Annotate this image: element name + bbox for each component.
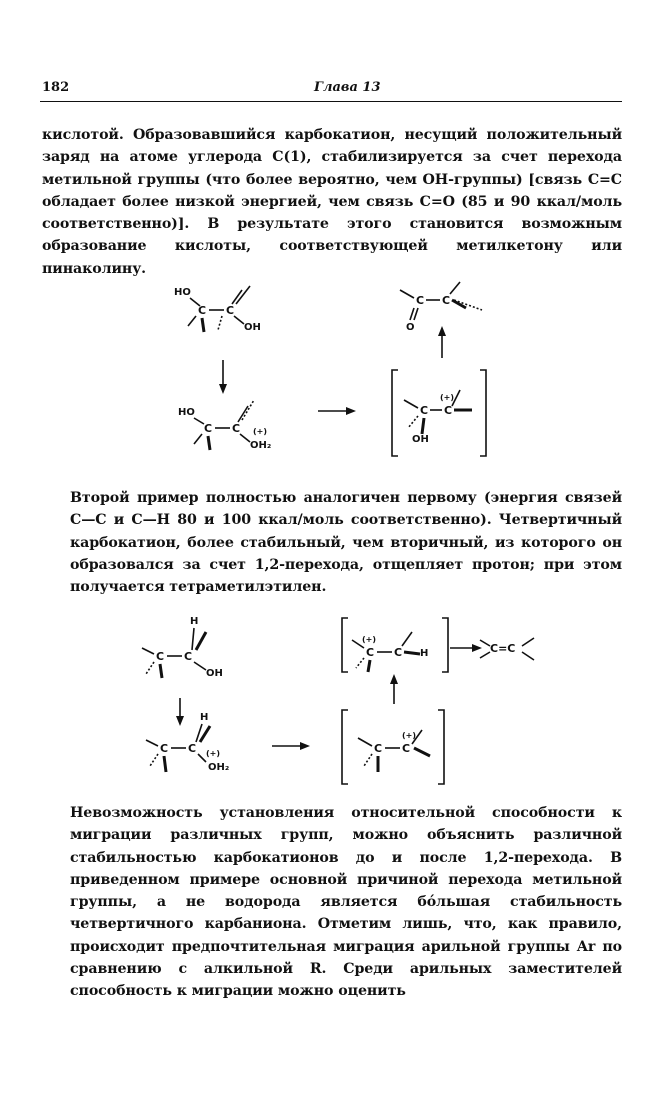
oh-label: OH	[244, 322, 261, 333]
oh2-label: OH₂	[250, 440, 272, 451]
paragraph-1-text: кислотой. Образовавшийся карбокатион, несущий положительный заряд на атоме углерода С(1), стабилизируется за счет перехода метильной группы (что более вероятно, чем ОН-группы) [связь С=С обладает более низкой энергией, чем связь С=О (85 и 90 ккал/моль соответственно)]. В результате этого становится возможным образование кислоты, соответствующей метилкетону или пинаколину.	[42, 127, 622, 277]
ketone-product	[400, 282, 482, 333]
c-atom: C	[226, 304, 235, 317]
protonated-diol	[178, 400, 271, 451]
plus-charge: (+)	[362, 635, 377, 644]
c-atom: C	[188, 742, 197, 755]
o-label: O	[406, 322, 415, 333]
c-atom: C	[198, 304, 207, 317]
carbocation-intermediate	[392, 370, 486, 456]
alkene-label: C=C	[490, 642, 516, 655]
c-atom: C	[374, 742, 383, 755]
c-atom: C	[394, 646, 403, 659]
right-arrow-head	[300, 742, 310, 750]
diol-structure	[174, 286, 261, 333]
c-atom: C	[366, 646, 375, 659]
plus-charge: (+)	[253, 427, 268, 436]
tetramethylethylene	[480, 638, 534, 660]
plus-charge: (+)	[440, 393, 455, 402]
chapter-title: Глава 13	[314, 80, 381, 95]
oh-label: OH	[206, 668, 223, 679]
c-atom: C	[442, 294, 451, 307]
c-atom: C	[232, 422, 241, 435]
right-arrow-head	[472, 644, 482, 652]
right-arrow-head	[346, 407, 356, 415]
reaction-scheme-2	[130, 612, 550, 792]
secondary-carbocation	[342, 710, 444, 784]
up-arrow-head	[390, 674, 398, 684]
up-arrow-head	[438, 326, 446, 336]
paragraph-2	[70, 487, 622, 598]
c-atom: C	[420, 404, 429, 417]
paragraph-1	[42, 124, 622, 280]
protonated-alcohol	[146, 712, 229, 773]
c-atom: C	[444, 404, 453, 417]
c-atom: C	[416, 294, 425, 307]
oh2-label: OH₂	[208, 762, 230, 773]
h-label: H	[200, 712, 209, 723]
oh-label: OH	[412, 434, 429, 445]
page-header	[42, 80, 620, 100]
down-arrow-head	[176, 716, 184, 726]
ho-label: HO	[174, 287, 191, 298]
ho-label: HO	[178, 407, 195, 418]
alcohol-structure	[142, 616, 223, 679]
plus-charge: (+)	[206, 749, 221, 758]
paragraph-2-text: Второй пример полностью аналогичен первому (энергия связей С—С и С—Н 80 и 100 ккал/моль соответственно). Четвертичный карбокатион, более стабильный, чем вторичный, из которого он образовался за счет 1,2-перехода, отщепляет протон; при этом получается тетраметилэтилен.	[70, 490, 622, 596]
h-label: H	[190, 616, 199, 627]
paragraph-3-text: Невозможность установления относительной способности к миграции различных групп, можно объяснить различной стабильностью карбокатионов до и после 1,2-перехода. В приведенном примере основной причиной перехода метильной группы, а не водорода является бóльшая стабильность четвертичного карбаниона. Отметим лишь, что, как правило, происходит предпочтительная миграция арильной группы Ar по сравнению с алкильной R. Среди арильных заместителей способность к миграции можно оценить	[70, 805, 622, 1000]
tertiary-carbocation	[342, 618, 448, 672]
header-rule	[40, 101, 622, 102]
plus-charge: (+)	[402, 731, 417, 740]
c-atom: C	[204, 422, 213, 435]
c-atom: C	[184, 650, 193, 663]
c-atom: C	[160, 742, 169, 755]
down-arrow-head	[219, 384, 227, 394]
page-number: 182	[42, 80, 70, 95]
c-atom: C	[402, 742, 411, 755]
reaction-scheme-1	[160, 270, 500, 470]
h-label: H	[420, 648, 429, 659]
paragraph-3	[70, 802, 622, 1003]
c-atom: C	[156, 650, 165, 663]
